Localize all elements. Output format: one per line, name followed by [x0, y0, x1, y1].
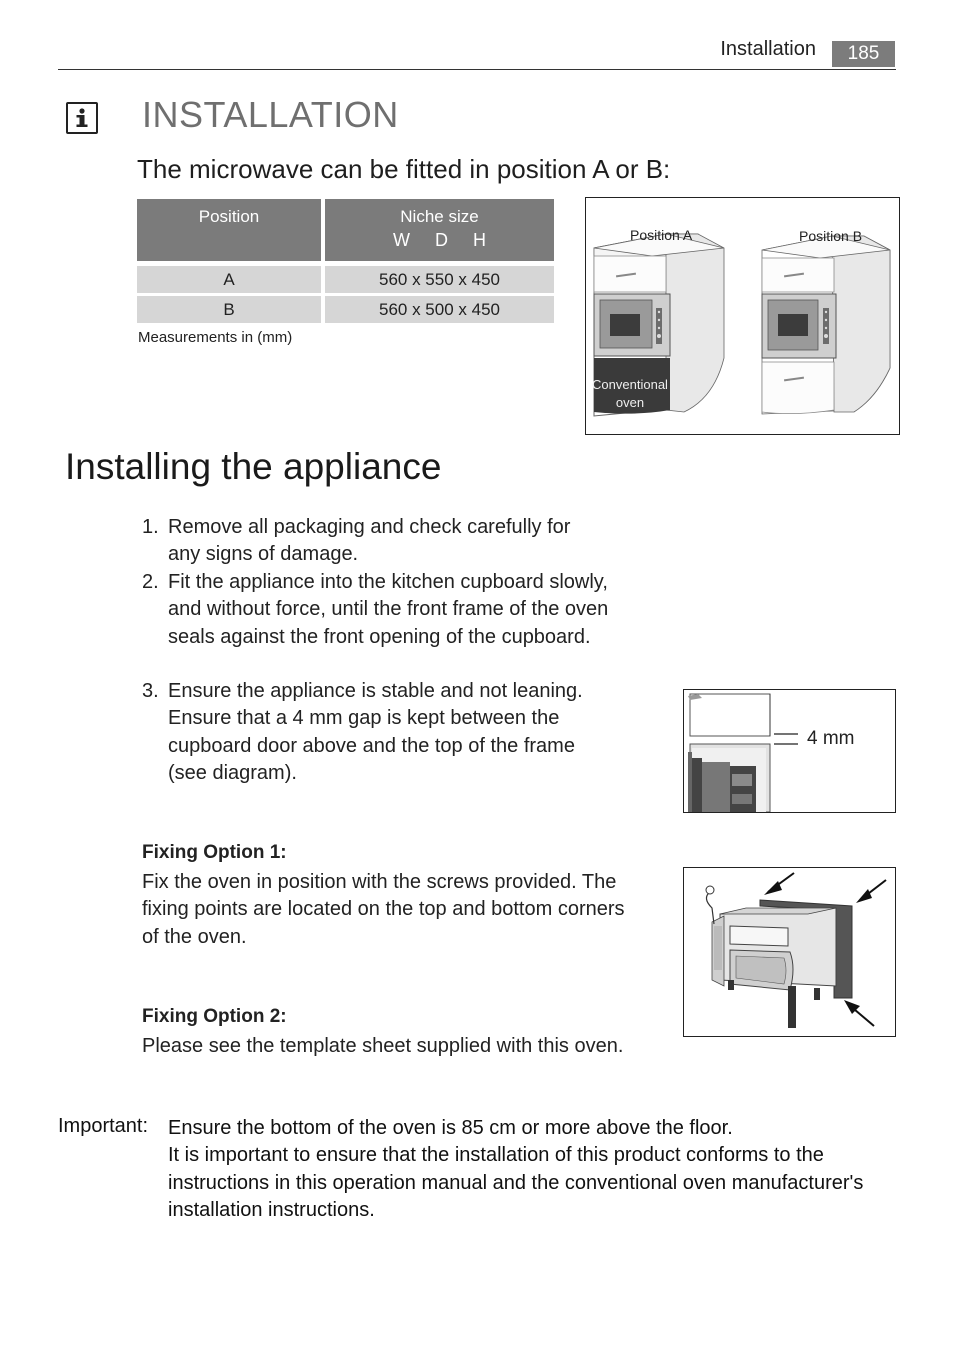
- table-header-niche-label: Niche size: [400, 207, 479, 226]
- info-icon: [66, 102, 98, 134]
- fixing-option-1-heading: Fixing Option 1:: [142, 842, 287, 863]
- table-cell-size-b: 560 x 500 x 450: [325, 296, 554, 323]
- table-header-niche-size: [325, 199, 554, 261]
- position-figure: [585, 197, 900, 435]
- conventional-oven-label-line2: oven: [615, 395, 645, 410]
- gap-label: 4 mm: [807, 728, 855, 749]
- step-number: 3.: [142, 680, 159, 702]
- step-number: 1.: [142, 516, 159, 538]
- position-a-label: Position A: [630, 227, 693, 243]
- important-label: Important:: [58, 1115, 149, 1137]
- table-cell-size-a: 560 x 550 x 450: [325, 266, 554, 293]
- page-title: INSTALLATION: [142, 94, 399, 135]
- step-number: 2.: [142, 571, 159, 593]
- position-b-label: Position B: [799, 228, 863, 244]
- fixing-option-1-text: Fix the oven in position with the screws provided. The fixing points are located on the top and bottom corners of the oven.: [142, 871, 625, 948]
- table-header-position: [137, 199, 321, 261]
- step-item: [142, 569, 622, 651]
- conventional-oven-label-line1: Conventional: [592, 377, 668, 392]
- gap-diagram: [683, 689, 896, 813]
- section-subtitle: The microwave can be fitted in position A or B:: [137, 154, 671, 184]
- gap-diagram-illustration: [684, 690, 895, 812]
- step-text: Fit the appliance into the kitchen cupboard slowly, and without force, until the front frame of the oven seals against the front opening of the cupboard.: [168, 571, 609, 648]
- page-number: 185: [832, 41, 895, 67]
- step-item: [142, 514, 622, 569]
- important-line-2: It is important to ensure that the installation of this product conforms to the instructions in this operation manual and the conventional oven manufacturer's installation instructions.: [168, 1144, 864, 1221]
- fixing-option-2-text: Please see the template sheet supplied with this oven.: [142, 1035, 624, 1057]
- measurements-note: Measurements in (mm): [138, 329, 293, 346]
- important-text: [168, 1115, 888, 1224]
- conventional-oven-label: [592, 376, 668, 412]
- table-cell-position-a: A: [137, 266, 321, 293]
- header-rule: [58, 69, 896, 70]
- table-cell-position-b: B: [137, 296, 321, 323]
- header-section-title: Installation: [720, 38, 816, 60]
- fixing-diagram-illustration: [684, 868, 895, 1036]
- fixing-diagram: [683, 867, 896, 1037]
- step-item: [142, 678, 622, 787]
- table-header-wdh: W D H: [393, 230, 486, 250]
- fixing-option-2-heading: Fixing Option 2:: [142, 1006, 287, 1027]
- installing-heading: Installing the appliance: [65, 446, 442, 487]
- step-text: Remove all packaging and check carefully for any signs of damage.: [168, 516, 571, 566]
- table-header-position-label: Position: [198, 207, 260, 226]
- step-text: Ensure the appliance is stable and not leaning. Ensure that a 4 mm gap is kept between the cupboard door above and the top of the frame (see diagram).: [168, 680, 583, 784]
- important-line-1: Ensure the bottom of the oven is 85 cm or more above the floor.: [168, 1117, 733, 1139]
